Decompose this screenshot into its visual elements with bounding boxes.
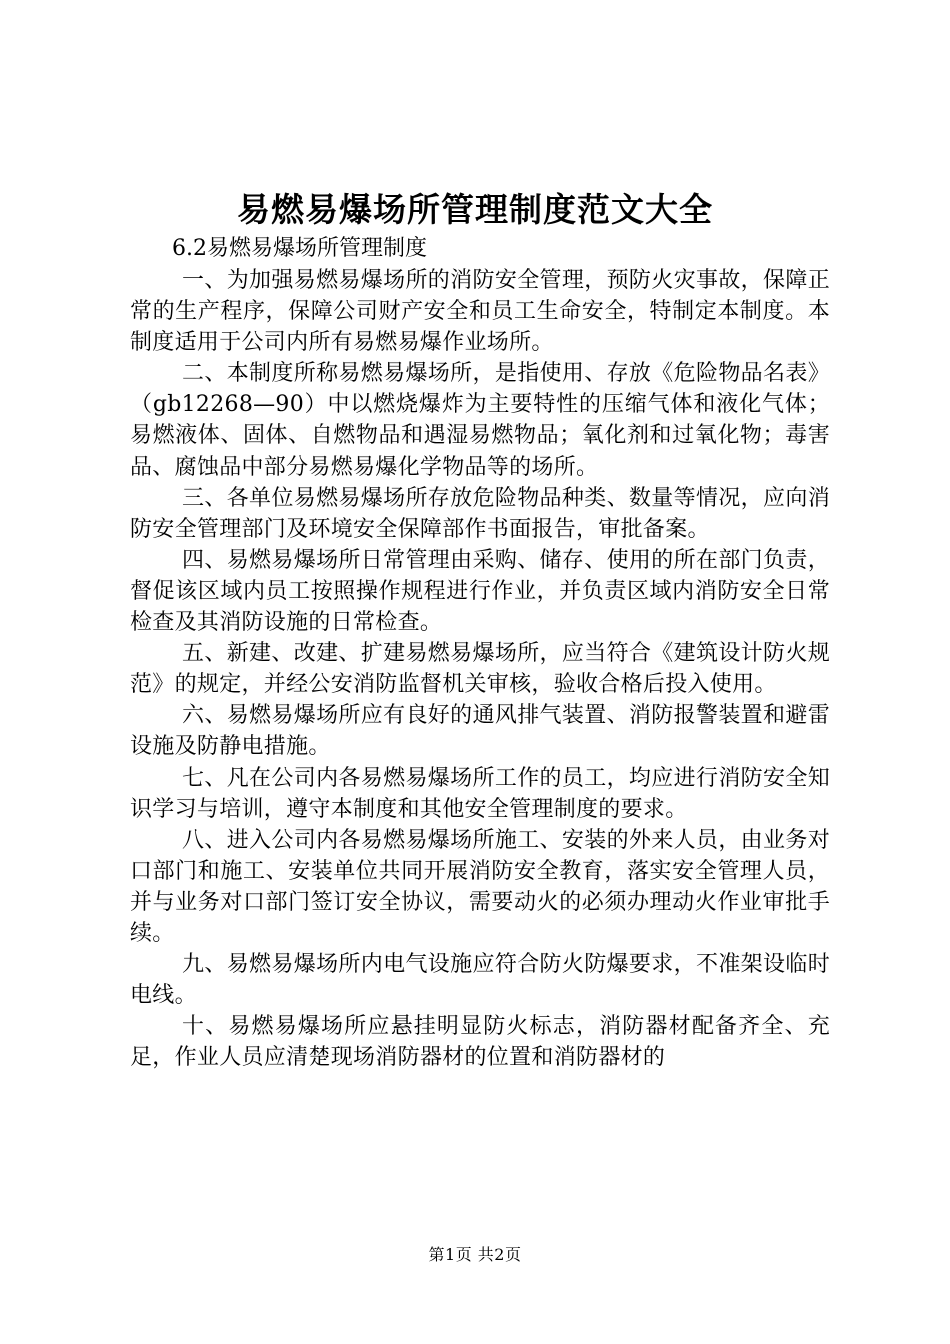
paragraph-8: 八、进入公司内各易燃易爆场所施工、安装的外来人员，由业务对口部门和施工、安装单位共同开展消防安全教育，落实安全管理人员，并与业务对口部门签订安全协议，需要动火的必须办理动火作业审批手续。 [130,827,830,946]
paragraph-5: 五、新建、改建、扩建易燃易爆场所，应当符合《建筑设计防火规范》的规定，并经公安消防监督机关审核，验收合格后投入使用。 [130,641,830,698]
paragraph-9: 九、易燃易爆场所内电气设施应符合防火防爆要求，不准架设临时电线。 [130,952,830,1009]
page-number-footer: 第1页 共2页 [428,1245,522,1264]
paragraph-1: 一、为加强易燃易爆场所的消防安全管理，预防火灾事故，保障正常的生产程序，保障公司财产安全和员工生命安全，特制定本制度。本制度适用于公司内所有易燃易爆作业场所。 [130,268,830,356]
section-heading: 6.2易燃易爆场所管理制度 [172,236,427,261]
paragraph-3: 三、各单位易燃易爆场所存放危险物品种类、数量等情况，应向消防安全管理部门及环境安全保障部作书面报告，审批备案。 [130,485,830,542]
paragraph-10: 十、易燃易爆场所应悬挂明显防火标志，消防器材配备齐全、充足，作业人员应清楚现场消防器材的位置和消防器材的 [130,1014,830,1071]
document-body [130,265,830,1073]
paragraph-2: 二、本制度所称易燃易爆场所，是指使用、存放《危险物品名表》（gb12268—90）中以燃烧爆炸为主要特性的压缩气体和液化气体；易燃液体、固体、自燃物品和遇湿易燃物品；氧化剂和过氧化物；毒害品、腐蚀品中部分易燃易爆化学物品等的场所。 [130,361,830,480]
paragraph-6: 六、易燃易爆场所应有良好的通风排气装置、消防报警装置和避雷设施及防静电措施。 [130,703,830,760]
document-title: 易燃易爆场所管理制度范文大全 [237,190,713,229]
paragraph-7: 七、凡在公司内各易燃易爆场所工作的员工，均应进行消防安全知识学习与培训，遵守本制度和其他安全管理制度的要求。 [130,765,830,822]
paragraph-4: 四、易燃易爆场所日常管理由采购、储存、使用的所在部门负责，督促该区域内员工按照操作规程进行作业，并负责区域内消防安全日常检查及其消防设施的日常检查。 [130,547,830,636]
